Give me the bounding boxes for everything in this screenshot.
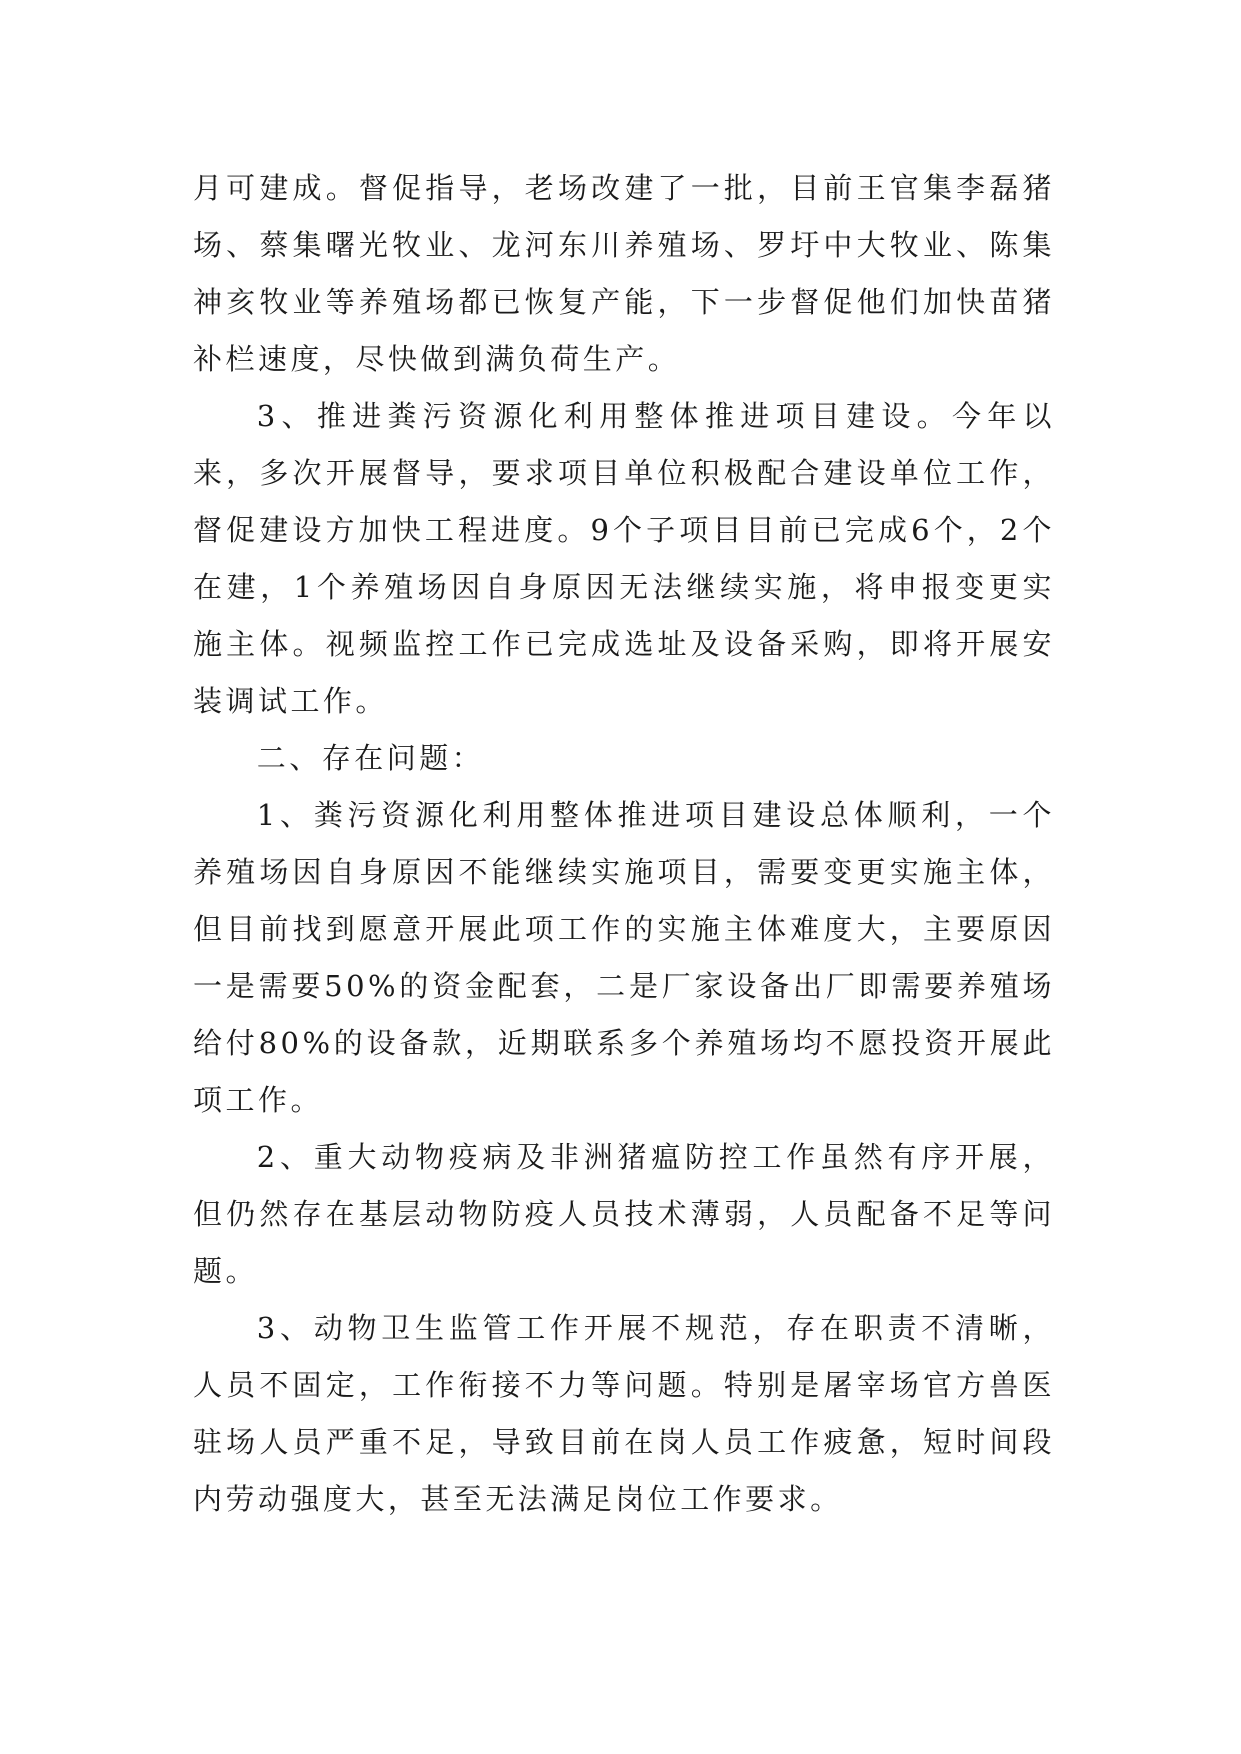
paragraph-continuation: 月可建成。督促指导，老场改建了一批，目前王官集李磊猪场、蔡集曙光牧业、龙河东川养殖场、罗圩中大牧业、陈集神亥牧业等养殖场都已恢复产能，下一步督促他们加快苗猪补栏速度，尽快做到满负荷生产。: [193, 171, 1055, 376]
paragraph-item-3: 3、推进粪污资源化利用整体推进项目建设。今年以来，多次开展督导，要求项目单位积极配合建设单位工作，督促建设方加快工程进度。9个子项目目前已完成6个，2个在建，1个养殖场因自身原因无法继续实施，将申报变更实施主体。视频监控工作已完成选址及设备采购，即将开展安装调试工作。: [193, 399, 1055, 718]
paragraph-problem-1: 1、粪污资源化利用整体推进项目建设总体顺利，一个养殖场因自身原因不能继续实施项目，需要变更实施主体，但目前找到愿意开展此项工作的实施主体难度大，主要原因一是需要50%的资金配套，二是厂家设备出厂即需要养殖场给付80%的设备款，近期联系多个养殖场均不愿投资开展此项工作。: [193, 798, 1055, 1117]
paragraph-problem-3: 3、动物卫生监管工作开展不规范，存在职责不清晰，人员不固定，工作衔接不力等问题。特别是屠宰场官方兽医驻场人员严重不足，导致目前在岗人员工作疲惫，短时间段内劳动强度大，甚至无法满足岗位工作要求。: [193, 1311, 1055, 1516]
paragraph-problem-2: 2、重大动物疫病及非洲猪瘟防控工作虽然有序开展，但仍然存在基层动物防疫人员技术薄弱，人员配备不足等问题。: [193, 1140, 1055, 1288]
document-body: [193, 160, 1055, 1528]
section-heading-problems: 二、存在问题：: [256, 741, 485, 775]
